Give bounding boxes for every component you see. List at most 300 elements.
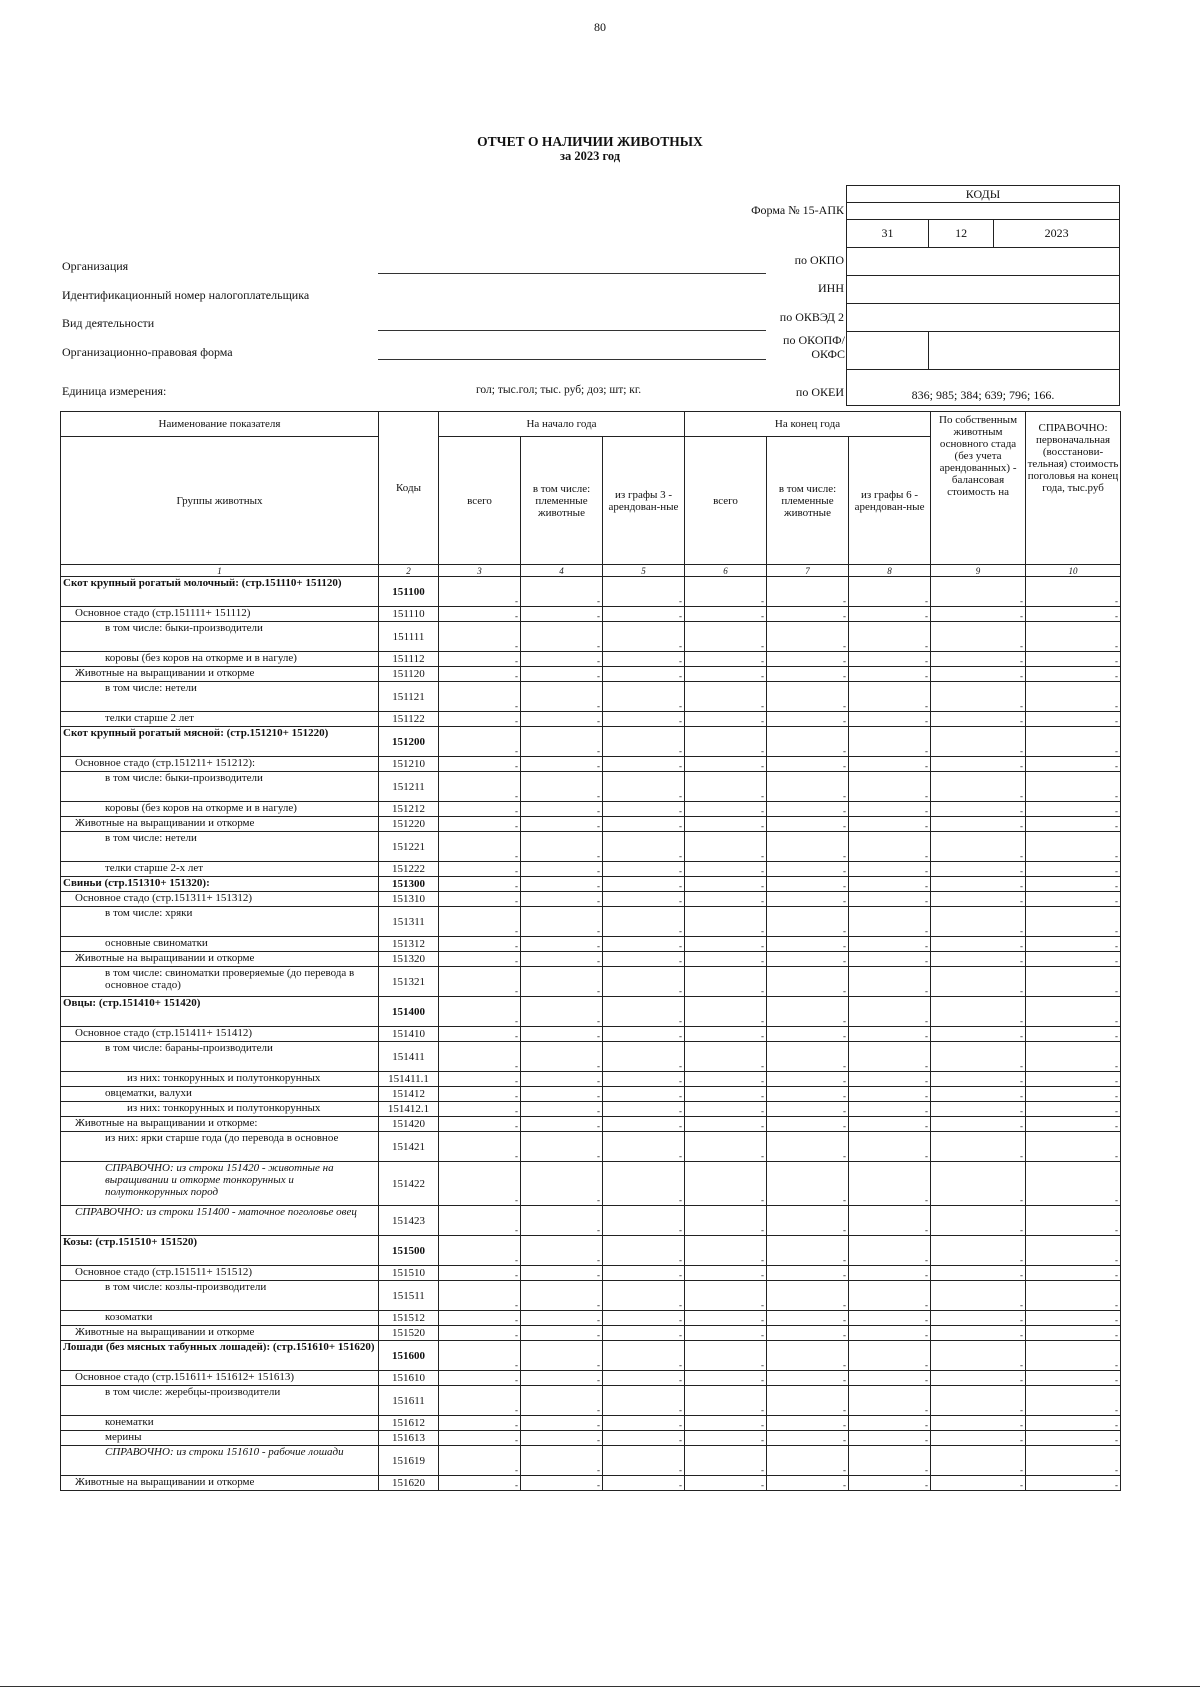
value-cell[interactable]: - <box>767 1102 849 1117</box>
value-cell[interactable]: - <box>521 682 603 712</box>
value-cell[interactable]: - <box>931 1027 1026 1042</box>
value-cell[interactable]: - <box>931 1162 1026 1206</box>
value-cell[interactable]: - <box>439 1102 521 1117</box>
value-cell[interactable]: - <box>603 712 685 727</box>
value-cell[interactable]: - <box>849 1042 931 1072</box>
value-cell[interactable]: - <box>521 817 603 832</box>
value-cell[interactable]: - <box>521 1446 603 1476</box>
value-cell[interactable]: - <box>931 1072 1026 1087</box>
value-cell[interactable]: - <box>1026 1446 1121 1476</box>
value-cell[interactable]: - <box>767 772 849 802</box>
value-cell[interactable]: - <box>849 667 931 682</box>
value-cell[interactable]: - <box>1026 1102 1121 1117</box>
value-cell[interactable]: - <box>849 1386 931 1416</box>
value-cell[interactable]: - <box>603 1446 685 1476</box>
value-cell[interactable]: - <box>521 712 603 727</box>
value-cell[interactable]: - <box>767 1341 849 1371</box>
value-cell[interactable]: - <box>1026 1476 1121 1491</box>
value-cell[interactable]: - <box>1026 682 1121 712</box>
value-cell[interactable]: - <box>439 622 521 652</box>
value-cell[interactable]: - <box>1026 892 1121 907</box>
value-cell[interactable]: - <box>603 1206 685 1236</box>
value-cell[interactable]: - <box>439 1266 521 1281</box>
value-cell[interactable]: - <box>521 727 603 757</box>
value-cell[interactable]: - <box>439 1326 521 1341</box>
value-cell[interactable]: - <box>849 1476 931 1491</box>
value-cell[interactable]: - <box>1026 997 1121 1027</box>
value-cell[interactable]: - <box>1026 1236 1121 1266</box>
value-cell[interactable]: - <box>685 1087 767 1102</box>
value-cell[interactable]: - <box>849 577 931 607</box>
value-cell[interactable]: - <box>931 1266 1026 1281</box>
value-cell[interactable]: - <box>439 907 521 937</box>
value-cell[interactable]: - <box>767 1371 849 1386</box>
value-cell[interactable]: - <box>685 757 767 772</box>
value-cell[interactable]: - <box>1026 967 1121 997</box>
value-cell[interactable]: - <box>931 877 1026 892</box>
value-cell[interactable]: - <box>685 1446 767 1476</box>
value-cell[interactable]: - <box>685 1162 767 1206</box>
value-cell[interactable]: - <box>521 1371 603 1386</box>
value-cell[interactable]: - <box>931 667 1026 682</box>
value-cell[interactable]: - <box>931 862 1026 877</box>
value-cell[interactable]: - <box>849 952 931 967</box>
value-cell[interactable]: - <box>849 727 931 757</box>
value-cell[interactable]: - <box>439 652 521 667</box>
value-cell[interactable]: - <box>521 1311 603 1326</box>
organization-field[interactable] <box>378 273 766 274</box>
value-cell[interactable]: - <box>1026 667 1121 682</box>
value-cell[interactable]: - <box>849 1311 931 1326</box>
value-cell[interactable]: - <box>603 682 685 712</box>
value-cell[interactable]: - <box>767 937 849 952</box>
value-cell[interactable]: - <box>849 1132 931 1162</box>
value-cell[interactable]: - <box>603 802 685 817</box>
value-cell[interactable]: - <box>685 892 767 907</box>
value-cell[interactable]: - <box>849 817 931 832</box>
value-cell[interactable]: - <box>1026 1326 1121 1341</box>
value-cell[interactable]: - <box>521 937 603 952</box>
value-cell[interactable]: - <box>439 727 521 757</box>
value-cell[interactable]: - <box>521 1416 603 1431</box>
value-cell[interactable]: - <box>439 1431 521 1446</box>
value-cell[interactable]: - <box>767 1311 849 1326</box>
value-cell[interactable]: - <box>603 622 685 652</box>
value-cell[interactable]: - <box>685 802 767 817</box>
value-cell[interactable]: - <box>685 967 767 997</box>
value-cell[interactable]: - <box>439 1087 521 1102</box>
value-cell[interactable]: - <box>685 1117 767 1132</box>
value-cell[interactable]: - <box>603 1042 685 1072</box>
value-cell[interactable]: - <box>685 1386 767 1416</box>
value-cell[interactable]: - <box>685 577 767 607</box>
value-cell[interactable]: - <box>849 1102 931 1117</box>
value-cell[interactable]: - <box>603 877 685 892</box>
value-cell[interactable]: - <box>849 607 931 622</box>
value-cell[interactable]: - <box>931 952 1026 967</box>
value-cell[interactable]: - <box>685 937 767 952</box>
value-cell[interactable]: - <box>767 727 849 757</box>
value-cell[interactable]: - <box>521 1236 603 1266</box>
value-cell[interactable]: - <box>931 1042 1026 1072</box>
value-cell[interactable]: - <box>521 1042 603 1072</box>
value-cell[interactable]: - <box>767 1386 849 1416</box>
value-cell[interactable]: - <box>849 1206 931 1236</box>
value-cell[interactable]: - <box>521 1132 603 1162</box>
value-cell[interactable]: - <box>849 892 931 907</box>
value-cell[interactable]: - <box>439 1027 521 1042</box>
legal-form-field[interactable] <box>378 359 766 360</box>
value-cell[interactable]: - <box>931 1326 1026 1341</box>
value-cell[interactable]: - <box>439 667 521 682</box>
value-cell[interactable]: - <box>849 712 931 727</box>
value-cell[interactable]: - <box>685 1476 767 1491</box>
value-cell[interactable]: - <box>931 607 1026 622</box>
value-cell[interactable]: - <box>439 967 521 997</box>
value-cell[interactable]: - <box>849 1027 931 1042</box>
value-cell[interactable]: - <box>849 832 931 862</box>
value-cell[interactable]: - <box>767 952 849 967</box>
value-cell[interactable]: - <box>849 967 931 997</box>
value-cell[interactable]: - <box>439 607 521 622</box>
value-cell[interactable]: - <box>931 757 1026 772</box>
value-cell[interactable]: - <box>439 1311 521 1326</box>
value-cell[interactable]: - <box>603 1117 685 1132</box>
value-cell[interactable]: - <box>931 712 1026 727</box>
value-cell[interactable]: - <box>521 1027 603 1042</box>
value-cell[interactable]: - <box>931 1476 1026 1491</box>
value-cell[interactable]: - <box>1026 622 1121 652</box>
value-cell[interactable]: - <box>685 1281 767 1311</box>
value-cell[interactable]: - <box>521 877 603 892</box>
value-cell[interactable]: - <box>849 682 931 712</box>
value-cell[interactable]: - <box>603 607 685 622</box>
value-cell[interactable]: - <box>931 1341 1026 1371</box>
value-cell[interactable]: - <box>1026 1266 1121 1281</box>
value-cell[interactable]: - <box>685 1341 767 1371</box>
value-cell[interactable]: - <box>521 1476 603 1491</box>
value-cell[interactable]: - <box>931 967 1026 997</box>
value-cell[interactable]: - <box>439 1162 521 1206</box>
inn-cell[interactable] <box>847 276 1120 304</box>
value-cell[interactable]: - <box>603 1341 685 1371</box>
value-cell[interactable]: - <box>685 1326 767 1341</box>
value-cell[interactable]: - <box>931 832 1026 862</box>
value-cell[interactable]: - <box>521 652 603 667</box>
value-cell[interactable]: - <box>439 577 521 607</box>
value-cell[interactable]: - <box>603 1476 685 1491</box>
value-cell[interactable]: - <box>1026 1072 1121 1087</box>
value-cell[interactable]: - <box>849 937 931 952</box>
value-cell[interactable]: - <box>931 1416 1026 1431</box>
value-cell[interactable]: - <box>849 1072 931 1087</box>
value-cell[interactable]: - <box>439 862 521 877</box>
value-cell[interactable]: - <box>603 577 685 607</box>
value-cell[interactable]: - <box>603 1386 685 1416</box>
value-cell[interactable]: - <box>685 1431 767 1446</box>
value-cell[interactable]: - <box>767 1416 849 1431</box>
value-cell[interactable]: - <box>849 907 931 937</box>
value-cell[interactable]: - <box>849 1087 931 1102</box>
value-cell[interactable]: - <box>767 802 849 817</box>
value-cell[interactable]: - <box>685 907 767 937</box>
value-cell[interactable]: - <box>849 802 931 817</box>
value-cell[interactable]: - <box>603 1326 685 1341</box>
value-cell[interactable]: - <box>767 1326 849 1341</box>
value-cell[interactable]: - <box>767 1117 849 1132</box>
value-cell[interactable]: - <box>849 1431 931 1446</box>
value-cell[interactable]: - <box>603 832 685 862</box>
value-cell[interactable]: - <box>931 1206 1026 1236</box>
value-cell[interactable]: - <box>931 1431 1026 1446</box>
value-cell[interactable]: - <box>439 1132 521 1162</box>
value-cell[interactable]: - <box>439 1386 521 1416</box>
value-cell[interactable]: - <box>849 877 931 892</box>
value-cell[interactable]: - <box>767 1042 849 1072</box>
form-code-cell[interactable] <box>847 203 1120 220</box>
value-cell[interactable]: - <box>1026 1206 1121 1236</box>
value-cell[interactable]: - <box>767 1072 849 1087</box>
value-cell[interactable]: - <box>849 652 931 667</box>
value-cell[interactable]: - <box>521 607 603 622</box>
value-cell[interactable]: - <box>439 937 521 952</box>
value-cell[interactable]: - <box>849 1446 931 1476</box>
value-cell[interactable]: - <box>603 1431 685 1446</box>
value-cell[interactable]: - <box>849 997 931 1027</box>
value-cell[interactable]: - <box>1026 1281 1121 1311</box>
value-cell[interactable]: - <box>521 1206 603 1236</box>
value-cell[interactable]: - <box>521 832 603 862</box>
value-cell[interactable]: - <box>603 1416 685 1431</box>
value-cell[interactable]: - <box>1026 652 1121 667</box>
value-cell[interactable]: - <box>767 862 849 877</box>
value-cell[interactable]: - <box>521 952 603 967</box>
value-cell[interactable]: - <box>603 1162 685 1206</box>
okved-cell[interactable] <box>847 304 1120 332</box>
value-cell[interactable]: - <box>767 682 849 712</box>
value-cell[interactable]: - <box>439 997 521 1027</box>
value-cell[interactable]: - <box>521 1326 603 1341</box>
value-cell[interactable]: - <box>767 1446 849 1476</box>
value-cell[interactable]: - <box>767 907 849 937</box>
value-cell[interactable]: - <box>521 1281 603 1311</box>
value-cell[interactable]: - <box>931 817 1026 832</box>
value-cell[interactable]: - <box>1026 1416 1121 1431</box>
value-cell[interactable]: - <box>439 1281 521 1311</box>
value-cell[interactable]: - <box>685 862 767 877</box>
value-cell[interactable]: - <box>439 877 521 892</box>
value-cell[interactable]: - <box>931 1236 1026 1266</box>
value-cell[interactable]: - <box>849 1371 931 1386</box>
value-cell[interactable]: - <box>439 1416 521 1431</box>
value-cell[interactable]: - <box>603 1102 685 1117</box>
value-cell[interactable]: - <box>685 772 767 802</box>
value-cell[interactable]: - <box>685 997 767 1027</box>
value-cell[interactable]: - <box>1026 607 1121 622</box>
value-cell[interactable]: - <box>767 1431 849 1446</box>
value-cell[interactable]: - <box>1026 907 1121 937</box>
value-cell[interactable]: - <box>931 1087 1026 1102</box>
value-cell[interactable]: - <box>439 757 521 772</box>
value-cell[interactable]: - <box>603 757 685 772</box>
value-cell[interactable]: - <box>603 1072 685 1087</box>
value-cell[interactable]: - <box>439 1072 521 1087</box>
value-cell[interactable]: - <box>439 1446 521 1476</box>
value-cell[interactable]: - <box>685 832 767 862</box>
value-cell[interactable]: - <box>439 682 521 712</box>
value-cell[interactable]: - <box>521 802 603 817</box>
value-cell[interactable]: - <box>603 1266 685 1281</box>
value-cell[interactable]: - <box>931 772 1026 802</box>
okfs-cell[interactable] <box>929 332 1120 370</box>
value-cell[interactable]: - <box>1026 1042 1121 1072</box>
value-cell[interactable]: - <box>931 727 1026 757</box>
value-cell[interactable]: - <box>767 652 849 667</box>
value-cell[interactable]: - <box>521 1162 603 1206</box>
value-cell[interactable]: - <box>767 1476 849 1491</box>
value-cell[interactable]: - <box>767 1236 849 1266</box>
value-cell[interactable]: - <box>931 577 1026 607</box>
value-cell[interactable]: - <box>767 1162 849 1206</box>
value-cell[interactable]: - <box>603 1371 685 1386</box>
value-cell[interactable]: - <box>439 802 521 817</box>
value-cell[interactable]: - <box>603 1087 685 1102</box>
value-cell[interactable]: - <box>931 1446 1026 1476</box>
value-cell[interactable]: - <box>1026 877 1121 892</box>
value-cell[interactable]: - <box>1026 757 1121 772</box>
okpo-cell[interactable] <box>847 248 1120 276</box>
value-cell[interactable]: - <box>685 1206 767 1236</box>
value-cell[interactable]: - <box>603 937 685 952</box>
value-cell[interactable]: - <box>521 907 603 937</box>
value-cell[interactable]: - <box>931 1132 1026 1162</box>
value-cell[interactable]: - <box>931 937 1026 952</box>
value-cell[interactable]: - <box>1026 1311 1121 1326</box>
value-cell[interactable]: - <box>521 1341 603 1371</box>
value-cell[interactable]: - <box>931 997 1026 1027</box>
value-cell[interactable]: - <box>603 817 685 832</box>
value-cell[interactable]: - <box>931 892 1026 907</box>
value-cell[interactable]: - <box>767 607 849 622</box>
value-cell[interactable]: - <box>603 652 685 667</box>
value-cell[interactable]: - <box>439 952 521 967</box>
value-cell[interactable]: - <box>1026 1431 1121 1446</box>
value-cell[interactable]: - <box>767 1206 849 1236</box>
value-cell[interactable]: - <box>521 1102 603 1117</box>
value-cell[interactable]: - <box>685 1266 767 1281</box>
value-cell[interactable]: - <box>767 1266 849 1281</box>
value-cell[interactable]: - <box>685 682 767 712</box>
value-cell[interactable]: - <box>521 862 603 877</box>
value-cell[interactable]: - <box>521 1072 603 1087</box>
okopf-cell[interactable] <box>847 332 929 370</box>
value-cell[interactable]: - <box>849 772 931 802</box>
value-cell[interactable]: - <box>439 1206 521 1236</box>
value-cell[interactable]: - <box>1026 952 1121 967</box>
value-cell[interactable]: - <box>931 1102 1026 1117</box>
value-cell[interactable]: - <box>1026 862 1121 877</box>
value-cell[interactable]: - <box>603 667 685 682</box>
value-cell[interactable]: - <box>931 802 1026 817</box>
value-cell[interactable]: - <box>1026 817 1121 832</box>
value-cell[interactable]: - <box>767 1132 849 1162</box>
value-cell[interactable]: - <box>439 817 521 832</box>
value-cell[interactable]: - <box>603 907 685 937</box>
value-cell[interactable]: - <box>1026 802 1121 817</box>
value-cell[interactable]: - <box>685 1416 767 1431</box>
value-cell[interactable]: - <box>931 1311 1026 1326</box>
value-cell[interactable]: - <box>603 727 685 757</box>
value-cell[interactable]: - <box>1026 1087 1121 1102</box>
value-cell[interactable]: - <box>1026 1341 1121 1371</box>
value-cell[interactable]: - <box>685 817 767 832</box>
value-cell[interactable]: - <box>685 1236 767 1266</box>
value-cell[interactable]: - <box>849 1236 931 1266</box>
value-cell[interactable]: - <box>521 1431 603 1446</box>
value-cell[interactable]: - <box>521 1386 603 1416</box>
value-cell[interactable]: - <box>767 892 849 907</box>
value-cell[interactable]: - <box>603 967 685 997</box>
activity-field[interactable] <box>378 330 766 331</box>
value-cell[interactable]: - <box>521 967 603 997</box>
value-cell[interactable]: - <box>931 1117 1026 1132</box>
value-cell[interactable]: - <box>931 907 1026 937</box>
value-cell[interactable]: - <box>1026 1132 1121 1162</box>
value-cell[interactable]: - <box>849 862 931 877</box>
value-cell[interactable]: - <box>1026 772 1121 802</box>
value-cell[interactable]: - <box>1026 1371 1121 1386</box>
value-cell[interactable]: - <box>685 1042 767 1072</box>
value-cell[interactable]: - <box>685 1132 767 1162</box>
value-cell[interactable]: - <box>767 1281 849 1311</box>
value-cell[interactable]: - <box>685 1311 767 1326</box>
value-cell[interactable]: - <box>849 1266 931 1281</box>
value-cell[interactable]: - <box>767 712 849 727</box>
value-cell[interactable]: - <box>767 667 849 682</box>
value-cell[interactable]: - <box>931 622 1026 652</box>
value-cell[interactable]: - <box>849 1281 931 1311</box>
value-cell[interactable]: - <box>931 1371 1026 1386</box>
value-cell[interactable]: - <box>685 1072 767 1087</box>
value-cell[interactable]: - <box>1026 712 1121 727</box>
value-cell[interactable]: - <box>521 997 603 1027</box>
value-cell[interactable]: - <box>767 1087 849 1102</box>
value-cell[interactable]: - <box>603 1311 685 1326</box>
value-cell[interactable]: - <box>603 892 685 907</box>
value-cell[interactable]: - <box>521 667 603 682</box>
value-cell[interactable]: - <box>521 1087 603 1102</box>
value-cell[interactable]: - <box>439 832 521 862</box>
value-cell[interactable]: - <box>439 772 521 802</box>
value-cell[interactable]: - <box>849 1162 931 1206</box>
value-cell[interactable]: - <box>849 1117 931 1132</box>
value-cell[interactable]: - <box>767 997 849 1027</box>
value-cell[interactable]: - <box>685 1371 767 1386</box>
value-cell[interactable]: - <box>439 1476 521 1491</box>
value-cell[interactable]: - <box>685 877 767 892</box>
value-cell[interactable]: - <box>603 997 685 1027</box>
value-cell[interactable]: - <box>521 1266 603 1281</box>
value-cell[interactable]: - <box>1026 937 1121 952</box>
value-cell[interactable]: - <box>931 682 1026 712</box>
value-cell[interactable]: - <box>439 1341 521 1371</box>
value-cell[interactable]: - <box>1026 1162 1121 1206</box>
value-cell[interactable]: - <box>1026 727 1121 757</box>
value-cell[interactable]: - <box>767 577 849 607</box>
value-cell[interactable]: - <box>439 1236 521 1266</box>
value-cell[interactable]: - <box>767 622 849 652</box>
value-cell[interactable]: - <box>849 622 931 652</box>
